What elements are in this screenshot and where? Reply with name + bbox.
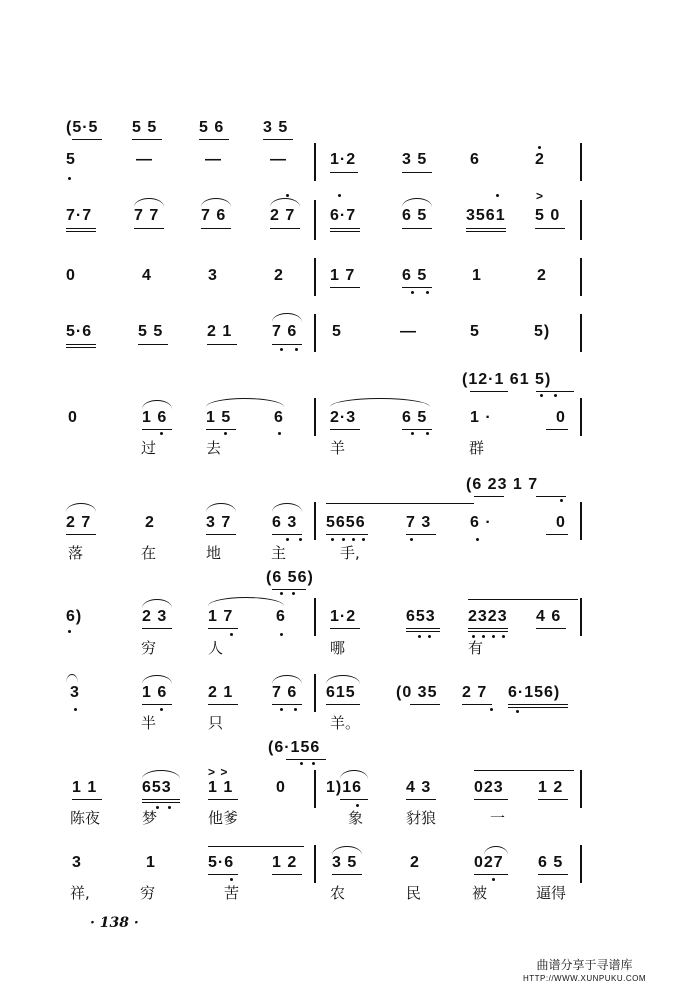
notes-r6-4: 6 3 [272,514,298,531]
notes-r5-1: 0 [68,409,78,426]
page-number: · 138 · [90,915,139,931]
notes-r5-4: 6 [274,409,284,426]
notes-r8-7: 2 7 [462,684,488,701]
notes-r10-6: 2 [410,854,420,871]
notes-r8-2: 1 6 [142,684,168,701]
notes-r4-8: 5) [534,323,551,340]
notes-r7-3: 1 7 [208,608,234,625]
notes-r9-7: 023 [474,779,504,796]
notes-r1-5: 1·2 [330,151,357,168]
lyric-r7-3: 哪 [330,639,346,657]
notes-r2-4: 2 7 [270,207,296,224]
notes-r9-1: 1 1 [72,779,98,796]
lyric-r5-4: 群 [469,439,485,457]
notes-r9-5: 1)16 [326,779,363,796]
notes-r6-5: 5656 [326,514,366,531]
lyric-r9-5: 豺狼 [406,809,437,827]
notes-r10-1: 3 [72,854,82,871]
notes-r10-5: 3 5 [332,854,358,871]
notes-r7-above: (6 56) [266,569,314,586]
notes-r8-6: (0 35 [396,684,438,701]
notes-r6-6: 7 3 [406,514,432,531]
notes-r9-2: 653 [142,779,172,796]
notes-r2-1: 7·7 [66,207,93,224]
notes-r10-3: 5·6 [208,854,235,871]
notes-r4-4: 7 6 [272,323,298,340]
notes-r9-8: 1 2 [538,779,564,796]
notes-r7-2: 2 3 [142,608,168,625]
lyric-r10-7: 逼得 [536,884,567,902]
lyric-r6-1: 落 [68,544,84,562]
notes-r0-1: (5·5 [66,119,99,136]
notes-r10-4: 1 2 [272,854,298,871]
notes-r4-3: 2 1 [207,323,233,340]
notes-r4-5: 5 [332,323,342,340]
notes-r7-1: 6) [66,608,83,625]
lyric-r7-2: 人 [208,639,224,657]
notes-r1-7: 6 [470,151,480,168]
notes-r4-1: 5·6 [66,323,93,340]
notes-r8-1: 3 [70,684,80,701]
notes-r9-4: 0 [276,779,286,796]
watermark-url[interactable]: HTTP://WWW.XUNPUKU.COM [523,974,646,983]
lyric-r6-2: 在 [141,544,157,562]
lyric-r5-1: 过 [141,439,157,457]
lyric-r10-5: 民 [406,884,422,902]
lyric-r5-3: 羊 [330,439,346,457]
notes-r1-3: — [205,151,222,168]
notes-r7-4: 6 [276,608,286,625]
notes-r9-above: (6·156 [268,739,321,756]
notes-r8-4: 7 6 [272,684,298,701]
notes-r1-1: 5 [66,151,76,168]
watermark-title: 曲谱分享于寻谱库 [536,958,633,972]
notes-r1-2: — [136,151,153,168]
lyric-r8-3: 羊。 [330,714,361,732]
notes-r4-6: — [400,323,417,340]
lyric-r9-1: 陈夜 [70,809,101,827]
lyric-r10-3: 苦 [224,884,240,902]
notes-r8-8: 6·156) [508,684,561,701]
notes-r3-4: 2 [274,267,284,284]
notes-r5-8: 0 [556,409,566,426]
notes-r0-4: 3 5 [263,119,289,136]
notes-r5-2: 1 6 [142,409,168,426]
lyric-r9-6: 一 [490,809,506,827]
notes-r2-7: 3561 [466,207,506,224]
notes-r4-7: 5 [470,323,480,340]
notes-r9-3: 1 1 [208,779,234,796]
lyric-r10-4: 农 [330,884,346,902]
notes-r9-6: 4 3 [406,779,432,796]
notes-r2-5: 6·7 [330,207,357,224]
notes-r7-6: 653 [406,608,436,625]
lyric-r7-1: 穷 [141,639,157,657]
notes-r6-7: 6 · [470,514,492,531]
lyric-r8-1: 半 [141,714,157,732]
lyric-r9-4: 象 [348,809,364,827]
lyric-r10-2: 穷 [140,884,156,902]
lyric-r8-2: 只 [208,714,224,732]
notes-r1-4: — [270,151,287,168]
notes-r6-3: 3 7 [206,514,232,531]
watermark [523,958,646,986]
notes-r3-8: 2 [537,267,547,284]
notes-r7-7: 2323 [468,608,508,625]
notes-r1-8: 2 [535,151,545,168]
notes-r1-6: 3 5 [402,151,428,168]
lyric-r9-2: 梦 [142,809,158,827]
notes-r10-2: 1 [146,854,156,871]
notes-r7-8: 4 6 [536,608,562,625]
lyric-r6-3: 地 [206,544,222,562]
lyric-r10-1: 祥, [70,884,90,902]
lyric-r5-2: 去 [206,439,222,457]
notes-r5-6: 6 5 [402,409,428,426]
notes-r6-1: 2 7 [66,514,92,531]
notes-r8-3: 2 1 [208,684,234,701]
lyric-r7-4: 有 [468,639,484,657]
notes-r6-above: (6 23 1 7 [466,476,539,493]
notes-r5-above: (12·1 61 5) [462,371,552,388]
notes-r2-6: 6 5 [402,207,428,224]
notes-r5-5: 2·3 [330,409,357,426]
notes-r10-8: 6 5 [538,854,564,871]
notes-r7-5: 1·2 [330,608,357,625]
notes-r2-8: 5 0 [535,207,561,224]
lyric-r9-3: 他爹 [208,809,239,827]
notes-r3-1: 0 [66,267,76,284]
notes-r3-3: 3 [208,267,218,284]
lyric-r6-5: 手, [340,544,360,562]
notes-r0-2: 5 5 [132,119,158,136]
notes-r3-7: 1 [472,267,482,284]
notes-r2-2: 7 7 [134,207,160,224]
notes-r2-3: 7 6 [201,207,227,224]
notes-r3-5: 1 7 [330,267,356,284]
notes-r4-2: 5 5 [138,323,164,340]
notes-r5-3: 1 5 [206,409,232,426]
notes-r6-2: 2 [145,514,155,531]
notes-r0-3: 5 6 [199,119,225,136]
notes-r3-6: 6 5 [402,267,428,284]
notes-r10-7: 027 [474,854,504,871]
lyric-r6-4: 主 [271,544,287,562]
notes-r5-7: 1 · [470,409,492,426]
notes-r6-8: 0 [556,514,566,531]
lyric-r10-6: 被 [472,884,488,902]
notes-r8-5: 615 [326,684,356,701]
notes-r3-2: 4 [142,267,152,284]
